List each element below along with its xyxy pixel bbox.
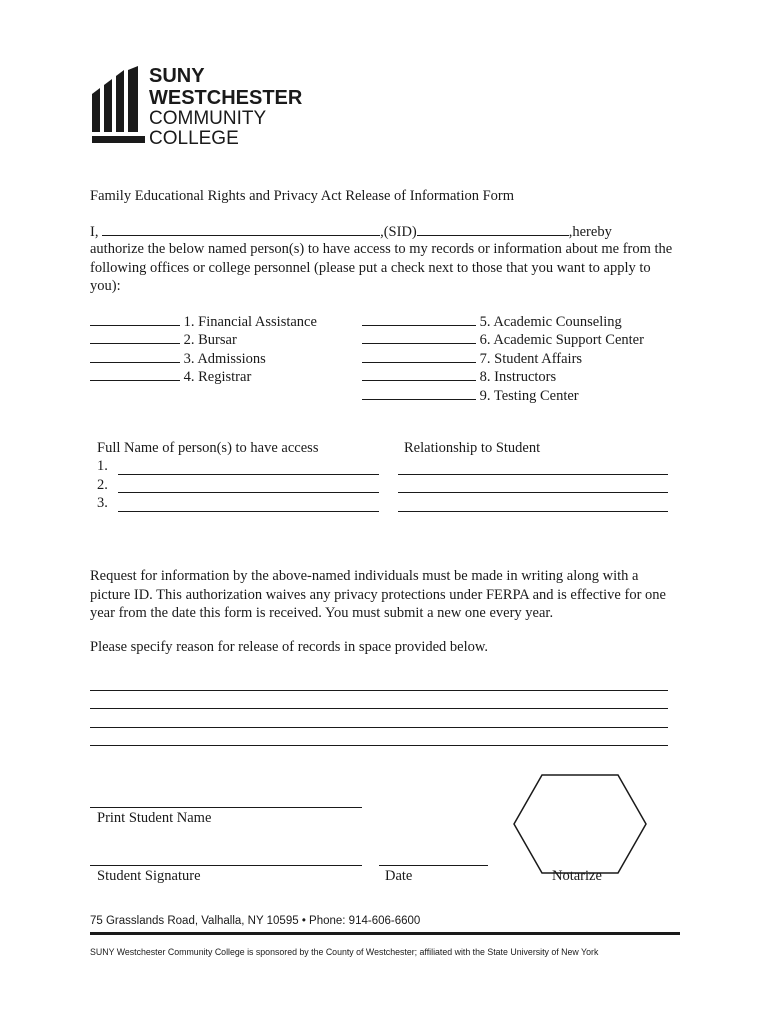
person-name-field[interactable] — [118, 492, 379, 493]
reason-field[interactable] — [90, 745, 668, 746]
intro-hereby: ,hereby — [568, 224, 612, 240]
logo-building-icon — [88, 66, 148, 148]
office-item — [90, 330, 237, 348]
print-name-field[interactable] — [90, 807, 362, 808]
person-name-field[interactable] — [118, 511, 379, 512]
office-check-field[interactable] — [362, 367, 476, 381]
relationship-field[interactable] — [398, 474, 668, 475]
signature-field[interactable] — [90, 865, 362, 866]
office-label: 6. Academic Support Center — [479, 332, 644, 348]
person-name-field[interactable] — [118, 474, 379, 475]
sid-field[interactable] — [417, 222, 569, 236]
notarize-label: Notarize — [552, 868, 602, 884]
form-title: Family Educational Rights and Privacy Act Release of Information Form — [90, 188, 515, 204]
office-label: 4. Registrar — [183, 369, 252, 385]
relationship-field[interactable] — [398, 492, 668, 493]
office-label: 8. Instructors — [479, 369, 557, 385]
logo-suny: SUNY — [149, 65, 205, 87]
office-label: 2. Bursar — [183, 332, 237, 348]
relationship-field[interactable] — [398, 511, 668, 512]
footer-address: 75 Grasslands Road, Valhalla, NY 10595 • Phone: 914-606-6600 — [90, 915, 421, 927]
office-check-field[interactable] — [362, 386, 476, 400]
intro-sid-label: ,(SID) — [380, 224, 417, 240]
intro-prefix: I, — [90, 224, 99, 240]
office-label: 3. Admissions — [183, 351, 266, 367]
print-name-label: Print Student Name — [97, 810, 212, 826]
date-label: Date — [385, 868, 413, 884]
logo-westchester: WESTCHESTER — [149, 87, 303, 109]
name-number: 2. — [97, 477, 108, 493]
reason-instruction: Please specify reason for release of records in space provided below. — [90, 639, 489, 655]
name-number: 3. — [97, 495, 108, 511]
office-check-field[interactable] — [90, 349, 180, 363]
office-item — [90, 312, 317, 330]
office-label: 7. Student Affairs — [479, 351, 583, 367]
name-number: 1. — [97, 458, 108, 474]
office-label: 1. Financial Assistance — [183, 314, 317, 330]
office-item — [90, 367, 251, 385]
signature-label: Student Signature — [97, 868, 201, 884]
office-item — [362, 330, 644, 348]
office-item — [362, 386, 579, 404]
office-check-field[interactable] — [362, 349, 476, 363]
logo-community: COMMUNITY — [149, 108, 267, 129]
footer-divider — [90, 932, 680, 935]
student-name-field[interactable] — [102, 222, 380, 236]
office-label: 5. Academic Counseling — [479, 314, 622, 330]
office-item — [362, 349, 582, 367]
office-item — [90, 349, 266, 367]
request-paragraph: Request for information by the above-named individuals must be made in writing along with a picture ID. This authorization waives any privacy protections under FERPA and is effective for one year from the date this form is received. You must submit a new one every year. — [90, 568, 666, 621]
footer-sponsor: SUNY Westchester Community College is sponsored by the County of Westchester; affiliated with the State University of New York — [90, 947, 599, 957]
reason-field[interactable] — [90, 708, 668, 709]
reason-field[interactable] — [90, 690, 668, 691]
logo-college: COLLEGE — [149, 128, 239, 149]
office-label: 9. Testing Center — [479, 388, 579, 404]
office-check-field[interactable] — [362, 330, 476, 344]
intro-line — [90, 222, 612, 240]
reason-field[interactable] — [90, 727, 668, 728]
date-field[interactable] — [379, 865, 488, 866]
notary-seal-hexagon[interactable] — [512, 773, 648, 875]
office-item — [362, 312, 622, 330]
relationship-header: Relationship to Student — [404, 440, 541, 456]
office-check-field[interactable] — [90, 312, 180, 326]
office-check-field[interactable] — [362, 312, 476, 326]
office-check-field[interactable] — [90, 367, 180, 381]
intro-paragraph: authorize the below named person(s) to have access to my records or information about me from the following offices or college personnel (please put a check next to those that you want to apply to you): — [90, 241, 673, 294]
office-item — [362, 367, 556, 385]
office-check-field[interactable] — [90, 330, 180, 344]
names-header: Full Name of person(s) to have access — [97, 440, 319, 456]
